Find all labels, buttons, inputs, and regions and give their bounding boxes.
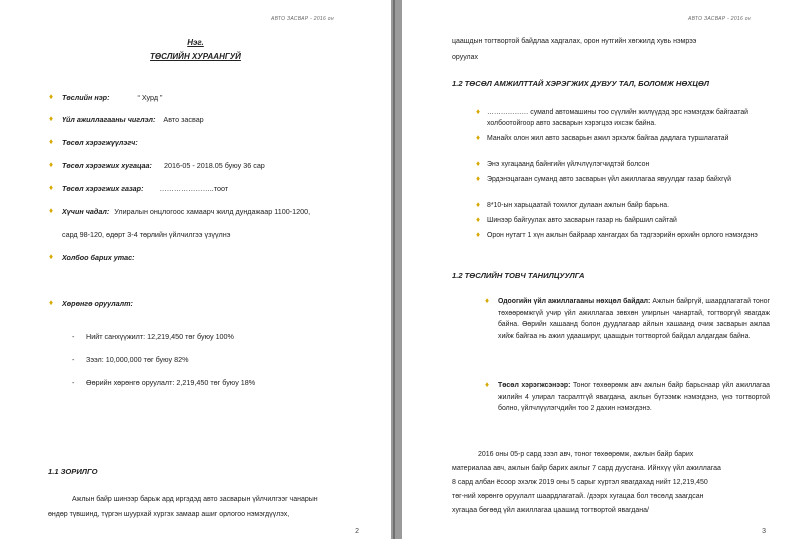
bullet-icon: ♦: [49, 298, 54, 307]
bullet-icon: ♦: [476, 159, 481, 168]
investment-loan: - Зээл: 10,000,000 төг буюу 82%: [72, 355, 189, 364]
bullet-icon: ♦: [49, 252, 54, 261]
section-heading-swot: 1.2 ТӨСӨЛ АМЖИЛТТАЙ ХЭРЭГЖИХ ДУВУУ ТАЛ, БОЛОМЖ НӨХЦӨЛ: [452, 79, 709, 88]
list-item: ♦ Эрдэнэцагаан суманд авто засварын үйл ажиллагаа явуулдаг газар байхгүй: [476, 174, 731, 183]
page-header: АВТО ЗАСВАР - 2016 он: [688, 16, 751, 22]
chapter-number: Нэг.: [187, 38, 204, 47]
bullet-icon: ♦: [49, 114, 54, 123]
summary-row-investment: ♦ Хөрөнгө оруулалт:: [49, 298, 133, 308]
document-page-left: [0, 0, 391, 539]
investment-total: - Нийт санхүүжилт: 12,219,450 төг буюу 100%: [72, 332, 234, 341]
bullet-icon: ♦: [49, 206, 54, 215]
list-item: ♦ Энэ хугацаанд байнгийн үйлчлүүлэгчидтэй болсон: [476, 159, 650, 168]
investment-own: - Өөрийн хөрөнгө оруулалт: 2,219,450 төг буюу 18%: [72, 378, 256, 387]
summary-row-project-name: ♦ Төслийн нэр: “ Хурд ”: [49, 92, 163, 102]
final-paragraph-line4: төг-ний хөрөнгө оруулалт шаардлагатай. /дээрх хугацаа бол төсөлд заагдсан: [452, 493, 704, 500]
summary-row-contact: ♦ Холбоо барих утас:: [49, 252, 135, 262]
summary-row-duration: ♦ Төсөл хэрэгжих хугацаа: 2016-05 - 2018.05 буюу 36 сар: [49, 160, 265, 170]
bullet-icon: ♦: [476, 215, 481, 224]
final-paragraph-line2: материалаа авч, ажлын байр барих ажлыг 7 сард дуусгана. Ийнхүү үйл ажиллагаа: [452, 465, 721, 472]
continued-line1: цаашдын тогтвортой байдлаа хадгалах, орон нутгийн хөгжилд хувь нэмрээ: [452, 38, 697, 45]
page-number: 2: [355, 528, 359, 535]
bullet-icon: ♦: [476, 200, 481, 209]
list-item: ♦ 8*10-ын харьцаатай тохилог дулаан ажлын байр барьна.: [476, 200, 670, 209]
list-item: ♦ Манайх олон жил авто засварын ажил эрхэлж байгаа дадлага туршлагатай: [476, 133, 729, 142]
chapter-title: ТӨСЛИЙН ХУРААНГУЙ: [150, 52, 241, 61]
bullet-icon: ♦: [476, 107, 481, 116]
section-heading-overview: 1.2 ТӨСЛИЙН ТОВЧ ТАНИЛЦУУЛГА: [452, 271, 585, 280]
bullet-icon: ♦: [49, 160, 54, 169]
list-item: ♦ Орон нутагт 1 хүн ажлын байраар хангагдах ба тэдгээрийн өрхийн орлого нэмэгдэнэ: [476, 230, 758, 239]
bullet-icon: ♦: [476, 230, 481, 239]
final-paragraph-line1: 2016 оны 05-р сард зээл авч, тоног төхөөрөмж, ажлын байр барих: [478, 451, 694, 458]
final-paragraph-line5: хугацаа бөгөөд үйл ажиллагаа цаашид тогтвортой явагдана/: [452, 507, 649, 514]
summary-row-location: ♦ Төсөл хэрэгжих газар: …………………..тоот: [49, 183, 229, 193]
section-heading-goal: 1.1 ЗОРИЛГО: [48, 467, 98, 476]
bullet-icon: ♦: [476, 133, 481, 142]
bullet-icon: ♦: [485, 380, 490, 389]
summary-row-capacity: ♦ Хүчин чадал: Улиралын онцлогоос хамаарч жилд дундажаар 1100-1200,: [49, 206, 311, 216]
summary-row-capacity-cont: сард 98-120, өдөрт 3-4 төрлийн үйлчилгээ үзүүлнэ: [62, 230, 231, 239]
list-item: ♦ ……………… сумand автомашины тоо сүүлийн жилүүдэд эрс нэмэгдэж байгаатай холбоотойгоор авто засварын хэрэгцээ ихсэж байна.: [476, 107, 749, 127]
page-header: АВТО ЗАСВАР - 2016 он: [271, 16, 334, 22]
page-number: 3: [762, 528, 766, 535]
bullet-icon: ♦: [49, 137, 54, 146]
bullet-icon: ♦: [485, 296, 490, 305]
bullet-icon: ♦: [49, 92, 54, 101]
list-item: ♦ Шинээр байгуулах авто засварын газар нь байршил сайтай: [476, 215, 677, 224]
overview-implementation: ♦ Төсөл хэрэгжсэнээр: Тоног төхөөрөмж авч ажлын байр барьснаар үйл ажиллагаа жилийн 4 улирал тасралтгүй явагдана, ажлын бүтээмж нэмэгдэнэ, үнэ тогтвортой болно, үйлчлүүлэгчдийн тоо 2 дахин нэмэгдэнэ.: [485, 380, 770, 412]
goal-paragraph-line1: Ажлын байр шинээр барьж ард иргэдэд авто засварын үйлчилгээг чанарын: [72, 496, 318, 503]
bullet-icon: ♦: [476, 174, 481, 183]
final-paragraph-line3: 8 сард албан ёсоор эхэлж 2019 оны 5 сарыг хүртэл явагдахад нийт 12,219,450: [452, 479, 708, 486]
summary-row-implementer: ♦ Төсөл хэрэгжүүлэгч:: [49, 137, 138, 147]
document-page-right: [402, 0, 798, 539]
continued-line2: оруулах: [452, 54, 479, 61]
summary-row-activity: ♦ Үйл ажиллагааны чиглэл: Авто засвар: [49, 114, 204, 124]
goal-paragraph-line2: өндөр түвшинд, түргэн шуурхай хүргэх замаар ашиг орлогоо нэмэгдүүлэх,: [48, 511, 290, 518]
bullet-icon: ♦: [49, 183, 54, 192]
overview-current-state: ♦ Одоогийн үйл ажиллагааны нөхцөл байдал: Ажлын байргүй, шаардлагатай тоног төхөөрөмжгүй учир үйл ажиллагаа зөвхөн улирлын чанартай, тогтворгүй явагдаж байна. Өөрийн хашаанд болон дуудлагаар айлын хашаанд очиж засварын ажлаа хийж байгаа нь ажил удаашируг, цаашдын тогтвортой байдал алдагдаж байна.: [485, 296, 770, 340]
page-divider: [393, 0, 395, 539]
